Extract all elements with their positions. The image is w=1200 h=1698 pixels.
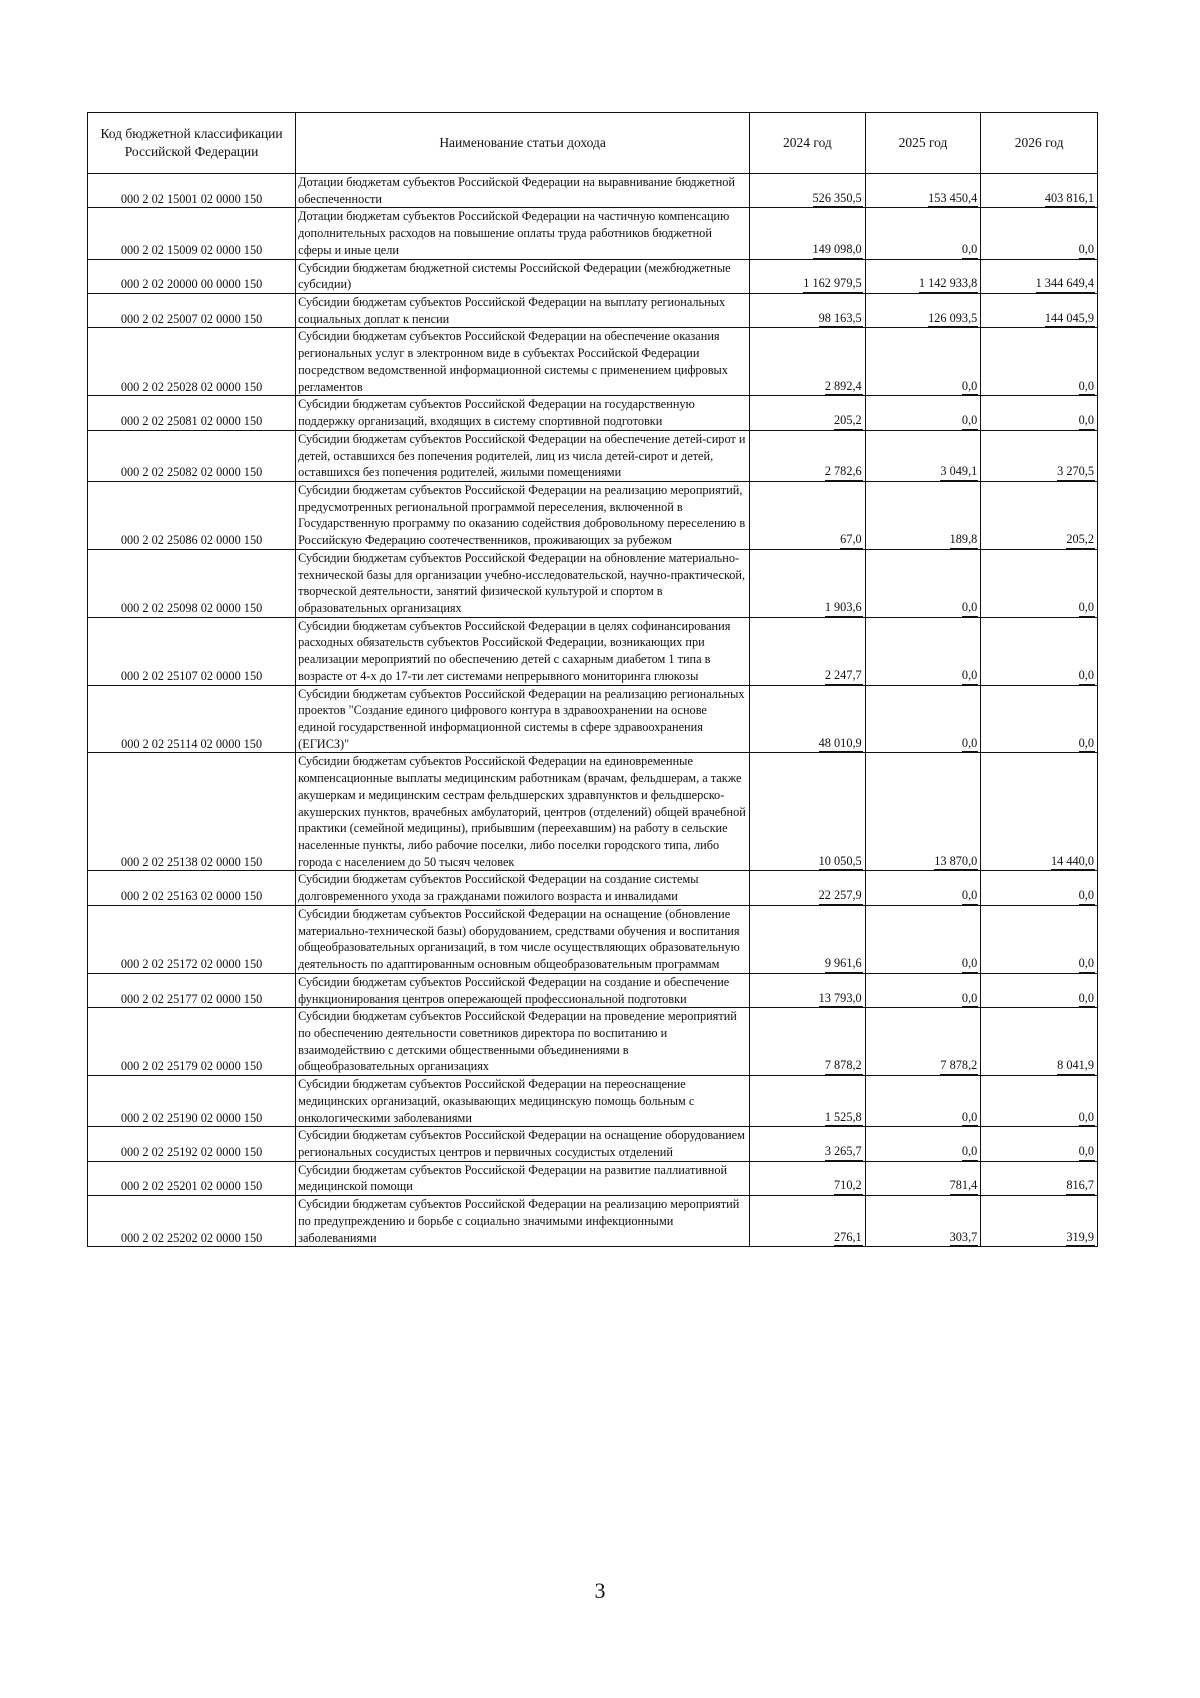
row-code-cell: 000 2 02 25201 02 0000 150 (88, 1161, 296, 1195)
row-value-2024: 2 782,6 (825, 463, 863, 481)
row-name-cell: Субсидии бюджетам субъектов Российской Федерации в целях софинансирования расходных обязательств субъектов Российской Федерации, возникающих при реализации мероприятий по обеспечению детей с сахарным диабетом 1 типа в возрасте от 4-х до 17-ти лет системами непрерывного мониторинга глюкозы (296, 617, 750, 685)
table-row (88, 1008, 1098, 1076)
row-value-2024-cell (750, 753, 866, 871)
row-value-2026-cell (981, 208, 1098, 259)
row-code-cell: 000 2 02 25028 02 0000 150 (88, 328, 296, 396)
row-value-2025-cell (865, 685, 981, 753)
row-value-2024: 276,1 (834, 1229, 863, 1247)
row-value-2025: 7 878,2 (940, 1057, 978, 1075)
row-code-cell: 000 2 02 15001 02 0000 150 (88, 174, 296, 208)
row-value-2025-cell (865, 396, 981, 430)
row-value-2026-cell (981, 1076, 1098, 1127)
table-row (88, 1196, 1098, 1247)
row-code-cell: 000 2 02 15009 02 0000 150 (88, 208, 296, 259)
table-row (88, 549, 1098, 617)
row-value-2025-cell (865, 549, 981, 617)
row-value-2026: 0,0 (1079, 667, 1095, 685)
row-name-cell: Субсидии бюджетам субъектов Российской Федерации на обеспечение детей-сирот и детей, оставшихся без попечения родителей, лиц из числа детей-сирот и детей, оставшихся без попечения родителей, жилыми помещениями (296, 430, 750, 481)
row-value-2025: 0,0 (962, 241, 978, 259)
table-row (88, 174, 1098, 208)
row-value-2025-cell (865, 973, 981, 1007)
row-value-2025-cell (865, 1076, 981, 1127)
table-body (88, 174, 1098, 1247)
row-value-2024-cell (750, 294, 866, 328)
row-value-2026: 0,0 (1079, 1143, 1095, 1161)
table-row (88, 481, 1098, 549)
row-value-2026-cell (981, 973, 1098, 1007)
row-value-2026: 0,0 (1079, 599, 1095, 617)
table-row (88, 259, 1098, 293)
table-row (88, 208, 1098, 259)
row-value-2024: 526 350,5 (813, 190, 863, 208)
header-code: Код бюджетной классификации Российской Федерации (88, 113, 296, 174)
row-name-cell: Субсидии бюджетам субъектов Российской Федерации на оснащение оборудованием региональных сосудистых центров и первичных сосудистых отделений (296, 1127, 750, 1161)
row-value-2025: 0,0 (962, 1109, 978, 1127)
row-value-2026-cell (981, 617, 1098, 685)
row-value-2026: 1 344 649,4 (1036, 275, 1095, 293)
row-name-cell: Субсидии бюджетам субъектов Российской Федерации на создание и обеспечение функционирования центров опережающей профессиональной подготовки (296, 973, 750, 1007)
header-row (88, 113, 1098, 174)
row-code-cell: 000 2 02 25172 02 0000 150 (88, 905, 296, 973)
row-value-2025: 781,4 (950, 1177, 979, 1195)
row-value-2024: 2 247,7 (825, 667, 863, 685)
row-name-cell: Субсидии бюджетам субъектов Российской Федерации на реализацию региональных проектов "Создание единого цифрового контура в здравоохранении на основе единой государственной информационной системы в сфере здравоохранения (ЕГИСЗ)" (296, 685, 750, 753)
row-value-2026: 0,0 (1079, 241, 1095, 259)
row-value-2026: 0,0 (1079, 735, 1095, 753)
row-code-cell: 000 2 02 25190 02 0000 150 (88, 1076, 296, 1127)
table-row (88, 396, 1098, 430)
row-value-2025: 153 450,4 (928, 190, 978, 208)
row-name-cell: Субсидии бюджетам субъектов Российской Федерации на выплату региональных социальных доплат к пенсии (296, 294, 750, 328)
row-value-2025: 0,0 (962, 412, 978, 430)
row-code-cell: 000 2 02 25138 02 0000 150 (88, 753, 296, 871)
row-value-2025-cell (865, 753, 981, 871)
row-value-2024-cell (750, 685, 866, 753)
row-value-2024-cell (750, 549, 866, 617)
row-value-2024: 710,2 (834, 1177, 863, 1195)
row-value-2026: 0,0 (1079, 887, 1095, 905)
row-value-2026-cell (981, 174, 1098, 208)
row-value-2026: 403 816,1 (1045, 190, 1095, 208)
row-value-2024-cell (750, 208, 866, 259)
row-value-2024-cell (750, 1127, 866, 1161)
row-value-2026-cell (981, 259, 1098, 293)
table-row (88, 294, 1098, 328)
row-value-2025-cell (865, 328, 981, 396)
row-value-2024: 98 163,5 (819, 310, 863, 328)
row-value-2025-cell (865, 1196, 981, 1247)
row-value-2024: 1 903,6 (825, 599, 863, 617)
table-row (88, 753, 1098, 871)
row-value-2026-cell (981, 905, 1098, 973)
row-value-2024-cell (750, 973, 866, 1007)
row-code-cell: 000 2 02 25179 02 0000 150 (88, 1008, 296, 1076)
table-row (88, 430, 1098, 481)
row-value-2025-cell (865, 430, 981, 481)
row-value-2026: 0,0 (1079, 955, 1095, 973)
row-value-2026: 319,9 (1066, 1229, 1095, 1247)
row-value-2024-cell (750, 1008, 866, 1076)
header-2024: 2024 год (750, 113, 866, 174)
row-value-2026-cell (981, 549, 1098, 617)
row-value-2024-cell (750, 1076, 866, 1127)
row-value-2026-cell (981, 1196, 1098, 1247)
row-value-2025: 1 142 933,8 (919, 275, 978, 293)
row-name-cell: Субсидии бюджетам субъектов Российской Федерации на реализацию мероприятий, предусмотренных региональной программой переселения, включенной в Государственную программу по оказанию содействия добровольному переселению в Российскую Федерацию соотечественников, проживающих за рубежом (296, 481, 750, 549)
row-value-2025: 0,0 (962, 667, 978, 685)
table-row (88, 1127, 1098, 1161)
row-value-2024-cell (750, 328, 866, 396)
row-value-2024: 205,2 (834, 412, 863, 430)
row-code-cell: 000 2 02 25163 02 0000 150 (88, 871, 296, 905)
row-value-2024: 1 162 979,5 (803, 275, 862, 293)
row-name-cell: Субсидии бюджетам субъектов Российской Федерации на оснащение (обновление материально-технической базы) оборудованием, средствами обучения и воспитания общеобразовательных организаций, в том числе осуществляющих образовательную деятельность по адаптированным основным общеобразовательным программам (296, 905, 750, 973)
header-2025: 2025 год (865, 113, 981, 174)
row-code-cell: 000 2 02 25007 02 0000 150 (88, 294, 296, 328)
table-row (88, 1076, 1098, 1127)
row-value-2025-cell (865, 294, 981, 328)
table-row (88, 905, 1098, 973)
row-code-cell: 000 2 02 20000 00 0000 150 (88, 259, 296, 293)
row-value-2024: 7 878,2 (825, 1057, 863, 1075)
row-value-2026: 0,0 (1079, 1109, 1095, 1127)
row-value-2024: 9 961,6 (825, 955, 863, 973)
row-name-cell: Субсидии бюджетам субъектов Российской Федерации на переоснащение медицинских организаций, оказывающих медицинскую помощь больным с онкологическими заболеваниями (296, 1076, 750, 1127)
header-name: Наименование статьи дохода (296, 113, 750, 174)
row-value-2024: 10 050,5 (819, 853, 863, 871)
row-value-2025: 0,0 (962, 735, 978, 753)
table-row (88, 871, 1098, 905)
row-code-cell: 000 2 02 25081 02 0000 150 (88, 396, 296, 430)
row-code-cell: 000 2 02 25192 02 0000 150 (88, 1127, 296, 1161)
row-value-2026-cell (981, 871, 1098, 905)
row-name-cell: Субсидии бюджетам субъектов Российской Федерации на обновление материально-технической базы для организации учебно-исследовательской, научно-практической, творческой деятельности, занятий физической культурой и спортом в образовательных организациях (296, 549, 750, 617)
row-value-2025: 3 049,1 (940, 463, 978, 481)
page-number: 3 (594, 1578, 606, 1603)
table-row (88, 1161, 1098, 1195)
row-value-2024: 149 098,0 (813, 241, 863, 259)
row-code-cell: 000 2 02 25098 02 0000 150 (88, 549, 296, 617)
row-code-cell: 000 2 02 25086 02 0000 150 (88, 481, 296, 549)
row-name-cell: Субсидии бюджетам субъектов Российской Федерации на проведение мероприятий по обеспечению деятельности советников директора по воспитанию и взаимодействию с детскими общественными объединениями в общеобразовательных организациях (296, 1008, 750, 1076)
row-name-cell: Субсидии бюджетам субъектов Российской Федерации на государственную поддержку организаций, входящих в систему спортивной подготовки (296, 396, 750, 430)
row-value-2025: 303,7 (950, 1229, 979, 1247)
row-value-2026-cell (981, 753, 1098, 871)
row-value-2026-cell (981, 1161, 1098, 1195)
row-value-2024-cell (750, 617, 866, 685)
row-value-2025-cell (865, 1127, 981, 1161)
row-value-2024: 48 010,9 (819, 735, 863, 753)
row-name-cell: Субсидии бюджетам субъектов Российской Федерации на обеспечение оказания региональных услуг в электронном виде в субъектах Российской Федерации посредством ведомственной информационной системы с применением цифровых регламентов (296, 328, 750, 396)
row-value-2026: 144 045,9 (1045, 310, 1095, 328)
header-2026: 2026 год (981, 113, 1098, 174)
revenue-table (87, 112, 1098, 1247)
table-row (88, 617, 1098, 685)
table-row (88, 328, 1098, 396)
row-value-2026-cell (981, 1127, 1098, 1161)
row-value-2026: 3 270,5 (1057, 463, 1095, 481)
row-value-2025-cell (865, 174, 981, 208)
row-code-cell: 000 2 02 25107 02 0000 150 (88, 617, 296, 685)
row-value-2025: 0,0 (962, 1143, 978, 1161)
row-value-2024: 2 892,4 (825, 378, 863, 396)
row-value-2026: 0,0 (1079, 412, 1095, 430)
row-value-2024-cell (750, 871, 866, 905)
row-value-2026-cell (981, 328, 1098, 396)
row-value-2024: 1 525,8 (825, 1109, 863, 1127)
row-value-2026: 8 041,9 (1057, 1057, 1095, 1075)
row-value-2025-cell (865, 208, 981, 259)
row-value-2025: 189,8 (950, 531, 979, 549)
row-value-2024-cell (750, 174, 866, 208)
row-value-2024: 67,0 (840, 531, 863, 549)
row-name-cell: Субсидии бюджетам субъектов Российской Федерации на развитие паллиативной медицинской помощи (296, 1161, 750, 1195)
row-value-2026: 0,0 (1079, 990, 1095, 1008)
row-code-cell: 000 2 02 25202 02 0000 150 (88, 1196, 296, 1247)
row-value-2024: 13 793,0 (819, 990, 863, 1008)
row-name-cell: Субсидии бюджетам субъектов Российской Федерации на единовременные компенсационные выплаты медицинским работникам (врачам, фельдшерам, а также акушеркам и медицинским сестрам фельдшерских здравпунктов и фельдшерско-акушерских пунктов, врачебных амбулаторий, центров (отделений) общей врачебной практики (семейной медицины), прибывшим (переехавшим) на работу в сельские населенные пункты, либо рабочие поселки, либо поселки городского типа, либо города с населением до 50 тысяч человек (296, 753, 750, 871)
row-name-cell: Субсидии бюджетам субъектов Российской Федерации на реализацию мероприятий по предупреждению и борьбе с социально значимыми инфекционными заболеваниями (296, 1196, 750, 1247)
row-value-2025-cell (865, 1161, 981, 1195)
row-value-2025-cell (865, 1008, 981, 1076)
row-value-2024: 22 257,9 (819, 887, 863, 905)
row-code-cell: 000 2 02 25177 02 0000 150 (88, 973, 296, 1007)
table-row (88, 973, 1098, 1007)
table-header (88, 113, 1098, 174)
row-value-2026: 205,2 (1066, 531, 1095, 549)
row-value-2024-cell (750, 1196, 866, 1247)
row-value-2025: 0,0 (962, 599, 978, 617)
row-code-cell: 000 2 02 25082 02 0000 150 (88, 430, 296, 481)
row-value-2024-cell (750, 1161, 866, 1195)
row-value-2026-cell (981, 396, 1098, 430)
row-value-2026-cell (981, 481, 1098, 549)
row-value-2025: 0,0 (962, 887, 978, 905)
row-value-2026-cell (981, 430, 1098, 481)
row-value-2025-cell (865, 481, 981, 549)
row-value-2026-cell (981, 294, 1098, 328)
row-value-2025: 0,0 (962, 990, 978, 1008)
row-value-2025: 0,0 (962, 955, 978, 973)
row-name-cell: Субсидии бюджетам субъектов Российской Федерации на создание системы долговременного ухода за гражданами пожилого возраста и инвалидами (296, 871, 750, 905)
row-name-cell: Дотации бюджетам субъектов Российской Федерации на выравнивание бюджетной обеспеченности (296, 174, 750, 208)
row-value-2025: 0,0 (962, 378, 978, 396)
row-value-2025-cell (865, 871, 981, 905)
row-name-cell: Субсидии бюджетам бюджетной системы Российской Федерации (межбюджетные субсидии) (296, 259, 750, 293)
row-code-cell: 000 2 02 25114 02 0000 150 (88, 685, 296, 753)
row-value-2024-cell (750, 905, 866, 973)
row-value-2024-cell (750, 430, 866, 481)
row-value-2025-cell (865, 617, 981, 685)
row-value-2026: 14 440,0 (1051, 853, 1095, 871)
row-value-2025: 126 093,5 (928, 310, 978, 328)
row-value-2024-cell (750, 259, 866, 293)
row-value-2024: 3 265,7 (825, 1143, 863, 1161)
row-value-2025: 13 870,0 (934, 853, 978, 871)
row-name-cell: Дотации бюджетам субъектов Российской Федерации на частичную компенсацию дополнительных расходов на повышение оплаты труда работников бюджетной сферы и иные цели (296, 208, 750, 259)
row-value-2025-cell (865, 905, 981, 973)
table-row (88, 685, 1098, 753)
row-value-2026-cell (981, 685, 1098, 753)
row-value-2026-cell (981, 1008, 1098, 1076)
row-value-2024-cell (750, 396, 866, 430)
row-value-2024-cell (750, 481, 866, 549)
row-value-2026: 816,7 (1066, 1177, 1095, 1195)
row-value-2026: 0,0 (1079, 378, 1095, 396)
row-value-2025-cell (865, 259, 981, 293)
